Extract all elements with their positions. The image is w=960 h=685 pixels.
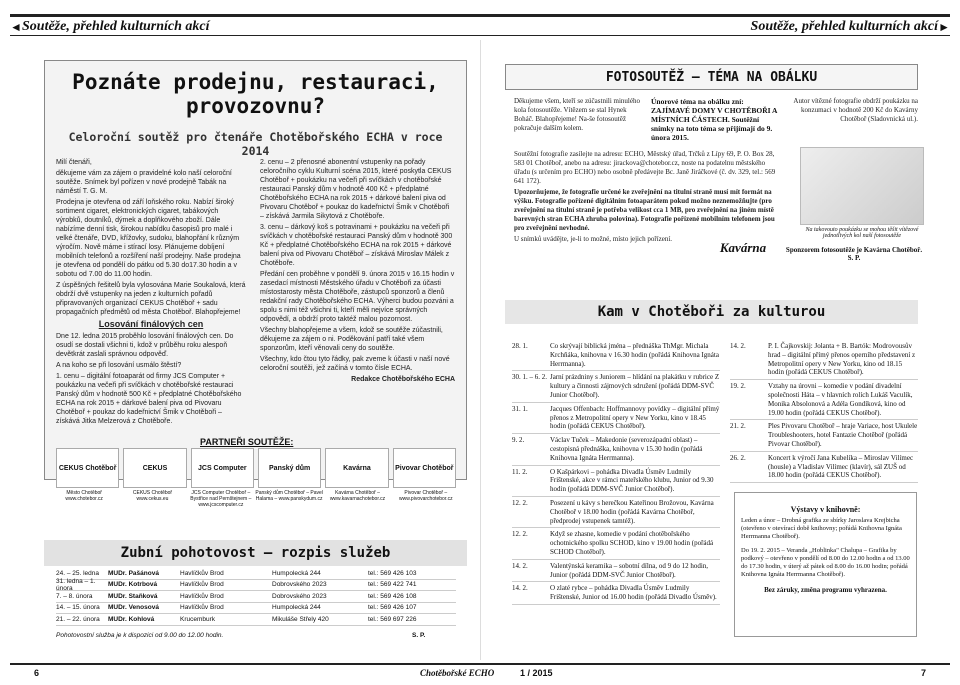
duty-phone: tel.: 569 697 226: [368, 615, 417, 623]
partner-logo: CEKUS Chotěboř: [56, 448, 119, 488]
table-row: [56, 568, 456, 580]
list-item: [512, 497, 720, 528]
list-item: [730, 340, 918, 380]
event-text: Jarní prázdniny s Juniorem – hlídání na plakátku v rubrice Z kultury a činnosti zájmových sdružení (pořádá DDM-SVČ Junior Chotěboř).: [550, 373, 720, 399]
page-footer: [10, 663, 950, 679]
duty-phone: tel.: 569 422 741: [368, 581, 417, 589]
event-date: 12. 2.: [512, 498, 528, 507]
contest-headline: Poznáte prodejnu, restauraci, provozovnu?: [72, 70, 439, 118]
culture-title: Kam v Chotěboři za kulturou: [505, 300, 918, 324]
partner-logo: JCS Computer: [191, 448, 254, 488]
partner-caption: Pivovar Chotěboř – www.pivovarchotebor.cz: [398, 490, 453, 502]
event-date: 30. 1. – 6. 2.: [512, 373, 547, 382]
foto-intro: Děkujeme všem, kteří se zúčastnili minulého kola fotosoutěže. Vítězem se stal Hynek Boháč. Blahopřejeme! Na-še fotosoutěž pokračuje dalším kolem.: [514, 97, 640, 132]
duty-town: Havlíčkův Brod: [180, 592, 224, 600]
event-date: 12. 2.: [512, 530, 528, 539]
foto-winner: Autor vítězné fotografie obdrží poukázku na konzumaci v hodnotě 200 Kč do Kavárny Chotěboř (Sladovnická ul.).: [793, 97, 918, 123]
duty-title: Zubní pohotovost – rozpis služeb: [44, 540, 467, 566]
paragraph: Soutěžní fotografie zasílejte na adresu: ECHO, Městský úřad, Trčků z Lípy 69, P. O. Box 28, 583 01 Chotěboř, anebo na adresu: jirackova@chotebor.cz, noste na podatelnu městského úřadu (s určením pro ECHO) nebo osobně předávejte Bc. Janě Jiráčkové (č. dv. 329, tel.: 569 641 172).: [514, 150, 776, 185]
arrow-left-icon: ◄: [10, 20, 22, 34]
partner-caption: Panský dům Chotěboř – Pavel Halama – www.panskydum.cz: [255, 490, 323, 502]
paragraph: U snímků uvádějte, je-li to možné, místo jejich pořízení.: [514, 235, 673, 243]
list-item: [512, 371, 720, 402]
duty-note: Pohotovostní služba je k dispozici od 9.00 do 12.00 hodin.: [56, 632, 224, 639]
culture-list-left: [512, 340, 720, 605]
partner-logo: Panský dům: [258, 448, 321, 488]
duty-doctor: MUDr. Staňková: [108, 592, 158, 600]
event-text: Valentýnská keramika – sobotní dílna, od 9 do 12 hodin, Junior (pořádá DDM-SVČ Junior Chotěboř).: [550, 561, 709, 579]
event-date: 9. 2.: [512, 436, 525, 445]
duty-doctor: MUDr. Pašánová: [108, 569, 159, 577]
event-text: P. I. Čajkovskij: Jolanta + B. Bartók: Modrovousův hrad – digitální přímý přenos operního představení z Metropolitní opery v New Yorku, kino od 18.15 hodin (pořádá CEKUS Chotěboř).: [768, 342, 916, 377]
event-text: Ples Pivovaru Chotěboř – hraje Variace, host Ukulele Troubleshooters, hotel Fantazie Chotěboř (pořádá Pivovar Chotěboř).: [768, 422, 918, 448]
event-text: Když se zhasne, komedie v podání chotěbořského ochotnického spolku SCHOD, kino v 19.00 hodin (pořádá SCHOD Chotěboř).: [550, 530, 714, 556]
table-row: [56, 614, 456, 626]
event-date: 14. 2.: [730, 342, 746, 350]
voucher-image: [800, 147, 924, 225]
library-title: Výstavy v knihovně:: [790, 505, 861, 514]
kavarna-logo: Kavárna: [719, 240, 767, 255]
event-text: Vztahy na úrovni – komedie v podání divadelní společnosti Háta – v hlavních rolích Lukáš Vaculík, Monika Absolonová a Adéla Gondíková, kino od 19.00 hodin (pořádá CEKUS Chotěboř).: [768, 382, 913, 417]
duty-phone: tel.: 569 426 103: [368, 569, 417, 577]
event-text: Co skrývají biblická jména – přednáška ThMgr. Michala Krchňáka, knihovna v 16.30 hodin (pořádá Knihovna Ignáta Herrmanna).: [550, 342, 719, 368]
paragraph: Dne 12. ledna 2015 proběhlo losování finálových cen. Do osudí se dostali všichni ti, kdož v průběhu roku alespoň devětkrát zaslali správnou odpověď.: [56, 333, 234, 358]
duty-date: 24. – 25. ledna: [56, 569, 100, 577]
page-number-left: 6: [34, 668, 40, 678]
event-date: 26. 2.: [730, 453, 746, 462]
duty-town: Havlíčkův Brod: [180, 581, 224, 589]
list-item: [512, 560, 720, 583]
partner-caption: JCS Computer Chotěboř – Bystřice nad Pernštejnem – www.jcscomputer.cz: [190, 490, 252, 508]
list-item: [512, 528, 720, 559]
paragraph: A na koho se při losování usmálo štěstí?: [56, 362, 182, 369]
table-row: [56, 577, 456, 592]
duty-date: 21. – 22. února: [56, 615, 100, 623]
voucher-caption: Na takovouto poukázku se mohou těšit vítězové jednotlivých kol naší fotosoutěže: [805, 227, 919, 239]
duty-town: Havlíčkův Brod: [180, 604, 224, 612]
magazine-name: Chotěbořské ECHO: [420, 668, 495, 678]
header-title-right: Soutěže, přehled kulturních akcí: [750, 19, 938, 34]
paragraph: Prodejna je otevřena od září loňského roku. Nabízí široký sortiment cigaret, elektronických cigaret, tabákových výrobků, doutníků, dýmek a doplňkového zboží. Dále nabízíme denní tisk, širokou nabídku časopisů pro malé i velké čtenáře, DVD, křížovky, sudoku, blahopřání k různým výročím. Nově máme i stírací losy. Plánujeme dobíjení mobilních telefonů a rozšíření naší prodejny. Naše prodejna je otevřena od pondělí do pátku od 5.30 do17.30 hodin a v sobotu od 7.00 do 11.00 hodin.: [56, 199, 241, 278]
foto-sponsor: [784, 246, 924, 262]
event-date: 31. 1.: [512, 404, 528, 413]
duty-address: Mikuláše Střely 420: [272, 615, 329, 623]
contest-subhead: Celoroční soutěž pro čtenáře Chotěbořského ECHA v roce 2014: [68, 130, 443, 158]
event-text: Koncert k výročí Jana Kubelíka – Miroslav Vilímec (housle) a Vladislav Vilímec (klavír), sál ZUŠ od 18.00 hodin (pořádá CEKUS Chotěboř).: [768, 453, 914, 480]
list-item: [512, 340, 720, 371]
duty-table: [56, 568, 456, 626]
foto-theme: Únorové téma na obálku zní: ZAJÍMAVÉ DOMY V CHOTĚBOŘI A MÍSTNÍCH ČÁSTECH. Soutěžní snímky na toto téma se přijímají do 9. února 2015.: [651, 97, 777, 142]
duty-phone: tel.: 569 426 108: [368, 592, 417, 600]
event-text: O Kašpárkovi – pohádka Divadla Úsměv Ludmily Frištenské, akce v rámci mateřského klubu, Junior od 9.30 hodin (pořádá DDM-SVČ Junior Chotěboř).: [550, 467, 714, 494]
table-row: [56, 591, 456, 603]
culture-list-right: [730, 340, 918, 483]
library-footer: Bez záruky, změna programu vyhrazena.: [764, 586, 887, 594]
paragraph: Předání cen proběhne v pondělí 9. února 2015 v 16.15 hodin v zasedací místnosti Městského úřadu v Chotěboři za účasti místostarosty města Chotěboře, zástupců sponzorů a členů redakční rady Chotěbořského ECHA. Výherci budou pozváni a spolu s nimi též všichni ti, kteří měli nejvíce správných odpovědí, a obdrží proto taktéž malou pozornost.: [260, 271, 455, 323]
duty-doctor: MUDr. Kotrbová: [108, 581, 158, 589]
paragraph: 1. cenu – digitální fotoaparát od firmy JCS Computer + poukázku na večeři při svíčkách v chotěbořské restauraci Panský dům v hodnotě 500 Kč + předplatné Chotěbořského ECHA na rok 2015 + dárkové balení piva od Pivovaru Chotěboř + poukaz do kadeřnictví Šmik v Chotěboři – získává Jitka Melzerová z Chotěboře.: [56, 373, 242, 425]
partners-title: PARTNEŘI SOUTĚŽE:: [200, 437, 294, 447]
paragraph: děkujeme vám za zájem o pravidelné kolo naší celoroční soutěže. Snímek byl pořízen v nové prodejně Tabák na náměstí T. G. M.: [56, 170, 232, 195]
event-date: 28. 1.: [512, 342, 528, 350]
library-item: Leden a únor – Drobná grafika ze sbírky Jaroslava Krejbicha (otevřeno v otevírací době knihovny; pořádá Knihovna Ignáta Herrmanna Chotěboř).: [741, 517, 902, 540]
partner-logo: CEKUS: [123, 448, 186, 488]
contest-column-1: [56, 158, 246, 428]
arrow-right-icon: ►: [938, 20, 950, 34]
duty-date: 7. – 8. února: [56, 592, 93, 600]
partner-logos: [56, 448, 456, 488]
paragraph: Všechny, kdo čtou tyto řádky, pak zveme k účasti v naší nové celoroční soutěži, jež začíná v tomto čísle ECHA.: [260, 356, 450, 372]
contest-signature: Redakce Chotěbořského ECHA: [351, 376, 455, 383]
duty-signature: S. P.: [412, 632, 426, 639]
list-item: [512, 434, 720, 465]
duty-doctor: MUDr. Kohlová: [108, 615, 155, 623]
paragraph: Upozorňujeme, že fotografie určené ke zveřejnění na titulní straně musí mít formát na výšku. Fotografie pořízené digitálním fotoaparátem pokud možno neznemožňujte (pro zveřejnění na titulní straně je potřeba velikost cca 1 MB, pro zveřejnění na jiném místě barevných stran ECHA zhruba polovina). Fotografie pořízené mobilním telefonem jsou pro zveřejnění nevhodné.: [514, 188, 775, 232]
issue-number: 1 / 2015: [520, 668, 553, 678]
duty-date: 31. ledna – 1. února: [56, 577, 96, 592]
event-date: 19. 2.: [730, 382, 746, 391]
duty-doctor: MUDr. Venosová: [108, 604, 159, 612]
header-title-left: Soutěže, přehled kulturních akcí: [22, 19, 210, 34]
list-item: [512, 403, 720, 434]
sponsor-text: Sponzorem fotosoutěže je Kavárna Chotěboř.: [785, 246, 923, 254]
contest-column-2: [260, 158, 455, 386]
sponsor-signature: S. P.: [847, 254, 861, 262]
losovani-title: Losování finálových cen: [98, 319, 204, 329]
paragraph: 2. cenu – 2 přenosné abonentní vstupenky na pořady celoročního cyklu Kulturní scéna 2015, které poskytla CEKUS Chotěboř + poukázku na večeři při svíčkách v chotěbořské restauraci Panský dům v hodnotě 400 Kč + předplatné Chotěbořského ECHA na rok 2015 + dárkové balení piva od Pivovaru Chotěboř + poukaz do kadeřnictví Šmik v Chotěboři – získává Jarmila Sikytová z Chotěboře.: [260, 159, 452, 220]
event-date: 14. 2.: [512, 584, 528, 593]
paragraph: Milí čtenáři,: [56, 159, 92, 166]
list-item: [730, 420, 918, 451]
event-text: Jacques Offenbach: Hoffmannovy povídky – digitální přímý přenos z Metropolitní opery v New Yorku, kino v 18.45 hodin (pořádá CEKUS Chotěboř).: [550, 404, 720, 431]
duty-date: 14. – 15. února: [56, 604, 100, 612]
partner-caption: Kavárna Chotěboř – www.kavarnachotebor.cz: [329, 490, 386, 502]
list-item: [512, 466, 720, 497]
event-date: 21. 2.: [730, 422, 746, 431]
duty-address: Dobrovského 2023: [272, 592, 327, 600]
duty-town: Krucemburk: [180, 615, 216, 623]
event-date: 14. 2.: [512, 561, 528, 570]
event-text: O zlaté rybce – pohádka Divadla Úsměv Ludmily Frištenské, Junior od 16.00 hodin (pořádá Divadlo Úsměv).: [550, 584, 717, 602]
duty-town: Havlíčkův Brod: [180, 569, 224, 577]
duty-address: Humpolecká 244: [272, 569, 321, 577]
event-text: Václav Tuček – Makedonie (severozápadní oblast) – cestopisná přednáška, knihovna v 15.30 hodin (pořádá Knihovna Ignáta Herrmanna).: [550, 436, 703, 462]
page-header: [10, 14, 950, 36]
page-fold: [480, 40, 481, 660]
list-item: [730, 452, 918, 483]
partner-caption: Město Chotěboř www.chotebor.cz: [65, 490, 103, 502]
partner-logo: Pivovar Chotěboř: [393, 448, 456, 488]
paragraph: Z úspěšných řešitelů byla vylosována Marie Soukalová, která obdrží dvě vstupenky na jeden z kulturních pořadů připravovaných organizací CEKUS Chotěboř + sadu propagačních předmětů od města Chotěboř. Blahopřejeme!: [56, 282, 246, 316]
event-date: 11. 2.: [512, 467, 528, 476]
library-box: [734, 492, 917, 637]
duty-address: Humpolecká 244: [272, 604, 321, 612]
library-item: Do 19. 2. 2015 – Veranda „Hoblinka" Chalupa – Grafika by podkový – otevřeno v pondělí od 8.00 do 12.00 hodin a od 13.00 do 17.30 hodin, v úterý až pátek od 8.00 do 16.00 hodin; pořádá Knihovna Ignáta Herrmanna Chotěboř).: [741, 547, 910, 578]
foto-title: FOTOSOUTĚŽ – TÉMA NA OBÁLKU: [505, 64, 918, 90]
event-text: Posezení u kávy s herečkou Kateřinou Brožovou, Kavárna Chotěboř v 18.00 hodin (pořádá Kavárna Chotěboř, předprodej vstupenek tamtéž).: [550, 498, 714, 525]
paragraph: Všechny blahopřejeme a všem, kdož se soutěže zúčastnili, děkujeme za zájem o ni. Poděkování patří také všem sponzorům, kteří věnovali ceny do soutěže.: [260, 327, 443, 352]
partner-logo: Kavárna: [325, 448, 388, 488]
partner-captions: [50, 490, 460, 508]
duty-phone: tel.: 569 426 107: [368, 604, 417, 612]
paragraph: 3. cenu – dárkový koš s potravinami + poukázku na večeři při svíčkách v chotěbořské restauraci Panský dům v hodnotě 300 Kč + předplatné Chotěbořského ECHA na rok 2015 + dárkové balení piva od Pivovaru Chotěboř – získává Miroslav Málek z Chotěboře.: [260, 224, 453, 267]
list-item: [512, 582, 720, 605]
page-number-right: 7: [920, 668, 926, 678]
partner-caption: CEKUS Chotěboř www.cekus.eu: [132, 490, 173, 502]
table-row: [56, 603, 456, 615]
foto-rules: [514, 150, 776, 246]
duty-address: Dobrovského 2023: [272, 581, 327, 589]
list-item: [730, 380, 918, 420]
